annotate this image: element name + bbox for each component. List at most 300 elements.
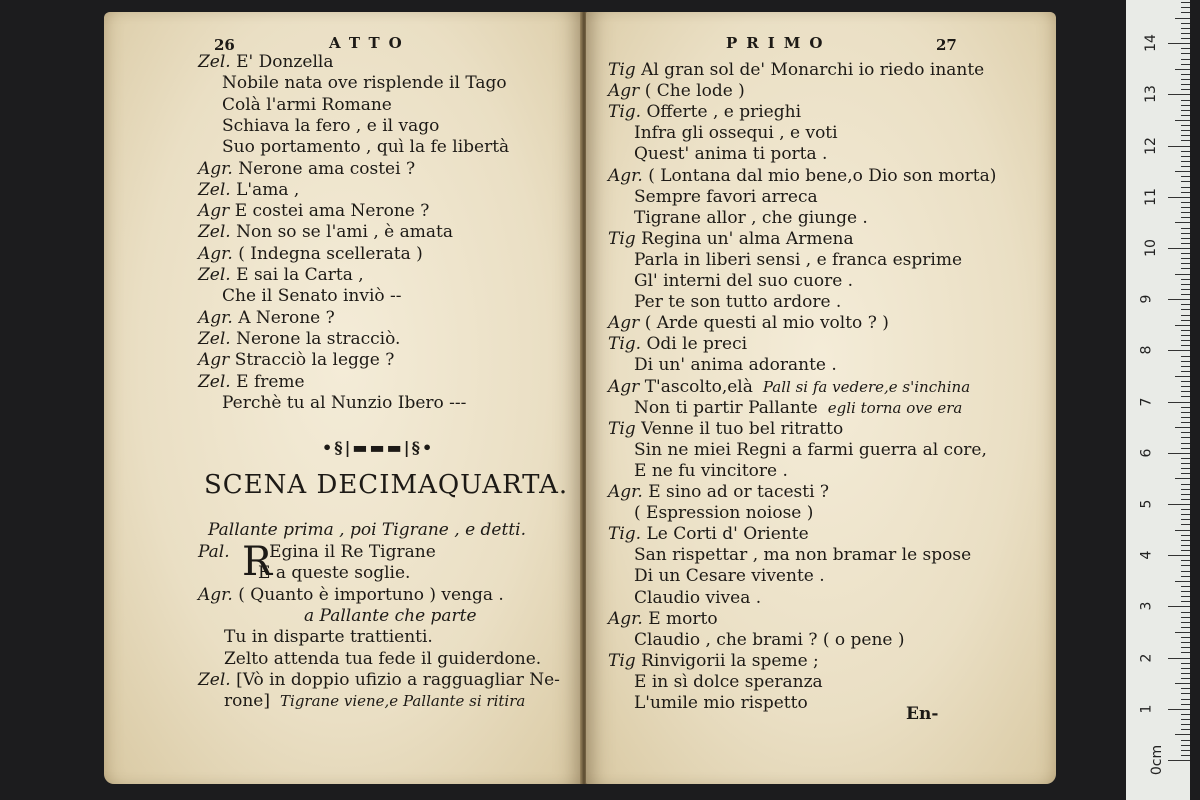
line-text: Venne il tuo bel ritratto [641, 418, 844, 439]
line-text: Rinvigorii la speme ; [641, 650, 819, 671]
speaker-tag: Zel. [198, 222, 237, 243]
ruler-tick [1181, 125, 1190, 126]
line-text: E in sì dolce speranza [634, 671, 823, 692]
dialogue-line [608, 651, 819, 671]
ruler-tick [1181, 59, 1190, 60]
ruler-tick [1181, 391, 1190, 392]
line-text: Nerone ama costei ? [238, 158, 416, 179]
ruler-tick [1168, 146, 1190, 147]
ruler-label: 1 [1138, 704, 1155, 714]
ruler-tick [1181, 100, 1190, 101]
ruler-tick [1181, 463, 1190, 464]
ruler-tick [1181, 2, 1190, 3]
line-text: ( Arde questi al mio volto ? ) [644, 313, 889, 334]
dialogue-line [198, 244, 423, 264]
ruler-tick [1181, 724, 1190, 725]
ruler-tick [1181, 729, 1190, 730]
ruler-tick [1168, 94, 1190, 95]
ruler-label: 10 [1142, 239, 1159, 257]
ruler-label: 4 [1138, 550, 1155, 560]
ruler-tick [1181, 468, 1190, 469]
dialogue-line [608, 419, 843, 439]
stage-aside: Tigrane viene,e Pallante si ritira [280, 692, 526, 711]
dialogue-line [222, 73, 507, 93]
ruler-label: 11 [1142, 187, 1159, 206]
line-text: San rispettar , ma non bramar le spose [634, 545, 972, 566]
ruler-tick [1181, 514, 1190, 515]
line-text: Regina un' alma Armena [641, 228, 854, 249]
ruler-tick [1181, 156, 1190, 157]
line-text: [Vò in doppio ufizio a ragguagliar Ne- [236, 669, 560, 690]
open-book [104, 12, 1056, 784]
line-text: Non so se l'ami , è amata [236, 222, 453, 243]
line-text: Di un Cesare vivente . [634, 566, 825, 587]
ruler-tick [1181, 499, 1190, 500]
ruler-tick [1181, 719, 1190, 720]
ruler-tick [1181, 294, 1190, 295]
dialogue-line [198, 201, 429, 221]
ruler-tick [1181, 23, 1190, 24]
ruler-tick [1181, 524, 1190, 525]
right-running-head: PRIMO [726, 34, 832, 52]
line-text: Le Corti d' Oriente [646, 524, 809, 545]
ruler-tick [1181, 637, 1190, 638]
ruler-tick [1181, 192, 1190, 193]
ruler-tick [1175, 376, 1190, 377]
ruler-tick [1181, 586, 1190, 587]
ruler-tick [1181, 84, 1190, 85]
ruler-tick [1168, 606, 1190, 607]
line-text: A Nerone ? [238, 307, 335, 328]
dialogue-line [634, 566, 825, 586]
ruler-tick [1181, 207, 1190, 208]
ruler-tick [1168, 709, 1190, 710]
dialogue-line [608, 102, 801, 122]
ruler-tick [1181, 7, 1190, 8]
dialogue-line [608, 166, 996, 186]
line-text: Di un' anima adorante . [634, 355, 837, 376]
line-text: E freme [236, 371, 305, 392]
dialogue-line [634, 672, 823, 692]
ruler-tick [1181, 115, 1190, 116]
dialogue-line [608, 482, 829, 502]
left-page-number: 26 [214, 36, 235, 54]
ruler-tick [1181, 565, 1190, 566]
ruler-tick [1181, 361, 1190, 362]
line-text: ( Espression noiose ) [634, 503, 814, 524]
ruler-tick [1181, 233, 1190, 234]
ruler-tick [1181, 407, 1190, 408]
line-text: Tigrane allor , che giunge . [634, 207, 868, 228]
ruler-tick [1181, 130, 1190, 131]
dialogue-line [608, 60, 984, 80]
right-page [586, 12, 1056, 784]
ruler-tick [1181, 750, 1190, 751]
ruler-tick [1181, 202, 1190, 203]
line-text: Tu in disparte trattienti. [224, 627, 433, 648]
ruler-tick [1181, 320, 1190, 321]
ruler-tick [1168, 197, 1190, 198]
ruler-tick [1181, 330, 1190, 331]
ruler-tick [1181, 688, 1190, 689]
line-text: Nobile nata ove risplende il Tago [222, 73, 507, 94]
line-text: E a queste soglie. [258, 563, 411, 584]
dialogue-line [634, 503, 813, 523]
ruler-tick [1181, 755, 1190, 756]
dialogue-line [198, 542, 436, 562]
ruler-tick [1181, 412, 1190, 413]
ruler-tick [1181, 289, 1190, 290]
ruler-tick [1175, 18, 1190, 19]
ruler-tick [1175, 683, 1190, 684]
ruler-tick [1168, 350, 1190, 351]
line-text: E morto [648, 608, 718, 629]
dialogue-line [304, 606, 477, 626]
ruler-tick [1181, 647, 1190, 648]
ruler-tick [1181, 284, 1190, 285]
dialogue-line [198, 585, 504, 605]
speaker-tag: Agr [198, 201, 235, 222]
ruler-tick [1168, 248, 1190, 249]
ruler-tick [1181, 704, 1190, 705]
ruler-tick [1181, 550, 1190, 551]
left-page [104, 12, 582, 784]
ruler-tick [1181, 315, 1190, 316]
ruler-tick [1168, 402, 1190, 403]
speaker-tag: Pal. [198, 542, 236, 562]
ruler-tick [1181, 437, 1190, 438]
ruler-label: 14 [1142, 34, 1159, 53]
ruler-tick [1181, 335, 1190, 336]
ruler-tick [1181, 38, 1190, 39]
ruler-tick [1181, 484, 1190, 485]
ruler-tick [1175, 325, 1190, 326]
dialogue-line [224, 627, 433, 647]
ruler-tick [1181, 64, 1190, 65]
dialogue-line [224, 649, 541, 669]
ruler-label [1143, 0, 1159, 1]
ruler-tick [1181, 33, 1190, 34]
ruler-tick [1181, 745, 1190, 746]
dialogue-line [198, 180, 299, 200]
ruler-label: 12 [1142, 136, 1159, 155]
ruler-tick [1181, 79, 1190, 80]
ruler-label: 9 [1138, 294, 1155, 304]
line-text: ( Lontana dal mio bene,o Dio son morta) [648, 165, 997, 186]
line-text: Suo portamento , quì la fe libertà [222, 137, 510, 158]
ruler-tick [1175, 274, 1190, 275]
speaker-tag: Zel. [198, 371, 237, 392]
dialogue-line [634, 123, 838, 143]
line-text: Odi le preci [646, 334, 748, 355]
speaker-tag: Tig [608, 60, 642, 80]
ruler-tick [1181, 151, 1190, 152]
ruler-tick [1181, 89, 1190, 90]
scene-title: SCENA DECIMAQUARTA. [204, 470, 569, 500]
speaker-tag: Tig [608, 418, 642, 439]
dialogue-line [222, 137, 509, 157]
dialogue-line [634, 545, 971, 565]
catchword: En- [906, 704, 939, 724]
ruler-tick [1181, 105, 1190, 106]
ruler-label: 8 [1138, 345, 1155, 355]
ruler-tick [1168, 760, 1190, 761]
ruler-tick [1168, 658, 1190, 659]
ruler-label: 3 [1138, 601, 1155, 611]
speaker-tag: Zel. [198, 179, 237, 200]
left-running-head: ATTO [329, 34, 411, 52]
ruler-tick [1181, 443, 1190, 444]
ruler-tick [1168, 299, 1190, 300]
line-text: Egina il Re Tigrane [269, 542, 436, 562]
dialogue-line [608, 609, 718, 629]
ruler-tick [1181, 422, 1190, 423]
line-text: ( Che lode ) [644, 81, 745, 102]
line-text: Claudio , che brami ? ( o pene ) [634, 629, 905, 650]
ruler-tick [1181, 396, 1190, 397]
line-text: Quest' anima ti porta . [634, 144, 828, 165]
speaker-tag: Zel. [198, 52, 237, 72]
ruler-tick [1181, 519, 1190, 520]
drop-cap: R [242, 539, 273, 585]
line-text: L'ama , [236, 179, 300, 200]
measuring-ruler [1126, 0, 1190, 800]
dialogue-line [198, 670, 560, 690]
ruler-tick [1181, 371, 1190, 372]
speaker-tag: Agr. [608, 608, 649, 629]
ruler-tick [1181, 181, 1190, 182]
line-text: Offerte , e prieghi [646, 102, 802, 123]
ruler-label: 6 [1138, 448, 1155, 458]
dialogue-line [634, 588, 761, 608]
ruler-tick [1181, 53, 1190, 54]
ruler-tick [1181, 417, 1190, 418]
dialogue-line [198, 308, 335, 328]
speaker-tag: Tig. [608, 102, 647, 123]
line-text: T'ascolto,elà [644, 376, 753, 397]
line-text: Zelto attenda tua fede il guiderdone. [224, 648, 542, 669]
ruler-tick [1181, 381, 1190, 382]
speaker-tag: Agr [608, 81, 645, 102]
ruler-tick [1181, 494, 1190, 495]
ruler-tick [1181, 217, 1190, 218]
dialogue-line [634, 693, 808, 713]
ruler-label: 2 [1138, 653, 1155, 663]
line-text: Sempre favori arreca [634, 186, 818, 207]
ruler-tick [1181, 571, 1190, 572]
stage-aside: Pall si fa vedere,e s'inchina [762, 377, 971, 396]
ruler-tick [1181, 642, 1190, 643]
line-text: a Pallante che parte [304, 605, 477, 626]
ruler-tick [1181, 652, 1190, 653]
ruler-tick [1181, 432, 1190, 433]
dialogue-line [222, 393, 466, 413]
ruler-tick [1181, 187, 1190, 188]
dialogue-line [198, 265, 364, 285]
dialogue-line [198, 52, 333, 72]
ruler-tick [1175, 171, 1190, 172]
ruler-tick [1181, 673, 1190, 674]
ruler-tick [1181, 166, 1190, 167]
ruler-tick [1181, 509, 1190, 510]
ruler-tick [1181, 448, 1190, 449]
right-page-number: 27 [936, 36, 957, 54]
dialogue-line [198, 372, 305, 392]
line-text: Che il Senato inviò -- [222, 286, 402, 307]
ruler-tick [1181, 304, 1190, 305]
speaker-tag: Tig. [608, 524, 647, 545]
ruler-tick [1181, 366, 1190, 367]
ruler-tick [1181, 699, 1190, 700]
ruler-tick [1181, 545, 1190, 546]
line-text: Sin ne miei Regni a farmi guerra al core, [634, 439, 987, 460]
speaker-tag: Zel. [198, 669, 237, 690]
line-text: E sino ad or tacesti ? [648, 482, 830, 502]
line-text: Stracciò la legge ? [234, 350, 395, 371]
line-text: Parla in liberi sensi , e franca esprime [634, 249, 963, 270]
ruler-tick [1181, 12, 1190, 13]
ruler-tick [1175, 632, 1190, 633]
line-text: E ne fu vincitore . [634, 460, 788, 481]
line-text: Non ti partir Pallante [634, 397, 818, 418]
ruler-tick [1181, 576, 1190, 577]
line-text: L'umile mio rispetto [634, 693, 808, 713]
ruler-tick [1181, 268, 1190, 269]
ruler-tick [1181, 489, 1190, 490]
line-text: E' Donzella [236, 52, 334, 72]
ruler-tick [1181, 48, 1190, 49]
line-text: Gl' interni del suo cuore . [634, 271, 854, 291]
line-text: rone] [224, 691, 271, 712]
speaker-tag: Agr. [198, 158, 239, 179]
ruler-tick [1181, 386, 1190, 387]
ruler-tick [1181, 591, 1190, 592]
line-text: Colà l'armi Romane [222, 94, 392, 115]
ruler-tick [1181, 279, 1190, 280]
dialogue-line [634, 398, 962, 418]
speaker-tag: Tig. [608, 334, 647, 355]
ruler-tick [1181, 560, 1190, 561]
ruler-tick [1181, 74, 1190, 75]
ruler-tick [1168, 504, 1190, 505]
ruler-tick [1175, 734, 1190, 735]
ruler-tick [1175, 478, 1190, 479]
ruler-tick [1181, 228, 1190, 229]
line-text: Nerone la stracciò. [236, 328, 401, 349]
stage-aside: egli torna ove era [827, 398, 963, 417]
ruler-label: 0cm [1149, 744, 1166, 776]
dialogue-line [634, 144, 827, 164]
ruler-tick [1181, 140, 1190, 141]
ruler-tick [1181, 258, 1190, 259]
ruler-tick [1181, 345, 1190, 346]
dialogue-line [608, 334, 747, 354]
speaker-tag: Zel. [198, 328, 237, 349]
ruler-tick [1181, 253, 1190, 254]
ruler-label: 5 [1138, 499, 1155, 509]
ruler-tick [1181, 356, 1190, 357]
ruler-tick [1181, 663, 1190, 664]
dialogue-line [222, 95, 392, 115]
dialogue-line [634, 271, 853, 291]
ruler-tick [1181, 740, 1190, 741]
speaker-tag: Tig [608, 650, 642, 671]
speaker-tag: Agr. [608, 165, 649, 186]
speaker-tag: Agr [608, 376, 645, 397]
ruler-tick [1181, 678, 1190, 679]
speaker-tag: Agr. [608, 482, 649, 502]
ruler-tick [1181, 161, 1190, 162]
dialogue-line [198, 350, 394, 370]
ruler-tick [1181, 714, 1190, 715]
dialogue-line [608, 377, 970, 397]
dialogue-line [634, 461, 788, 481]
line-text: Perchè tu al Nunzio Ibero --- [222, 392, 467, 413]
stage-direction: Pallante prima , poi Tigrane , e detti. [208, 520, 526, 540]
ruler-tick [1181, 28, 1190, 29]
dialogue-line [198, 222, 453, 242]
dialogue-line [608, 229, 854, 249]
dialogue-line [634, 630, 905, 650]
line-text: Per te son tutto ardore . [634, 292, 842, 313]
dialogue-line [222, 116, 439, 136]
ruler-tick [1181, 309, 1190, 310]
dialogue-line [608, 81, 745, 101]
line-text: Schiava la fero , e il vago [222, 115, 440, 136]
speaker-tag: Tig [608, 228, 642, 249]
ruler-tick [1181, 535, 1190, 536]
dialogue-line [224, 691, 525, 711]
line-text: E sai la Carta , [236, 265, 364, 285]
speaker-tag: Agr. [198, 307, 239, 328]
speaker-tag: Agr. [198, 243, 239, 264]
ruler-tick [1168, 555, 1190, 556]
ruler-tick [1181, 263, 1190, 264]
ruler-tick [1181, 135, 1190, 136]
ruler-tick [1181, 596, 1190, 597]
ruler-tick [1175, 69, 1190, 70]
speaker-tag: Zel. [198, 265, 237, 285]
ruler-tick [1181, 612, 1190, 613]
dialogue-line [634, 440, 987, 460]
dialogue-line [198, 159, 415, 179]
ruler-tick [1181, 693, 1190, 694]
ruler-tick [1181, 238, 1190, 239]
ruler-tick [1181, 243, 1190, 244]
ruler-tick [1181, 176, 1190, 177]
ruler-tick [1175, 120, 1190, 121]
ruler-tick [1175, 530, 1190, 531]
ruler-label: 7 [1138, 397, 1155, 407]
ruler-tick [1175, 427, 1190, 428]
speaker-tag: Agr. [198, 584, 239, 605]
ruler-tick [1175, 222, 1190, 223]
ornament-divider: •§|▬▬▬|§• [322, 438, 435, 457]
speaker-tag: Agr [608, 313, 645, 334]
dialogue-line [608, 313, 889, 333]
dialogue-line [258, 563, 410, 583]
ruler-tick [1181, 627, 1190, 628]
speaker-tag: Agr [198, 350, 235, 371]
ruler-tick [1181, 622, 1190, 623]
ruler-tick [1175, 581, 1190, 582]
ruler-tick [1181, 540, 1190, 541]
line-text: Al gran sol de' Monarchi io riedo inante [641, 60, 985, 80]
ruler-tick [1181, 617, 1190, 618]
ruler-tick [1181, 601, 1190, 602]
line-text: ( Indegna scellerata ) [238, 243, 423, 264]
ruler-tick [1168, 453, 1190, 454]
